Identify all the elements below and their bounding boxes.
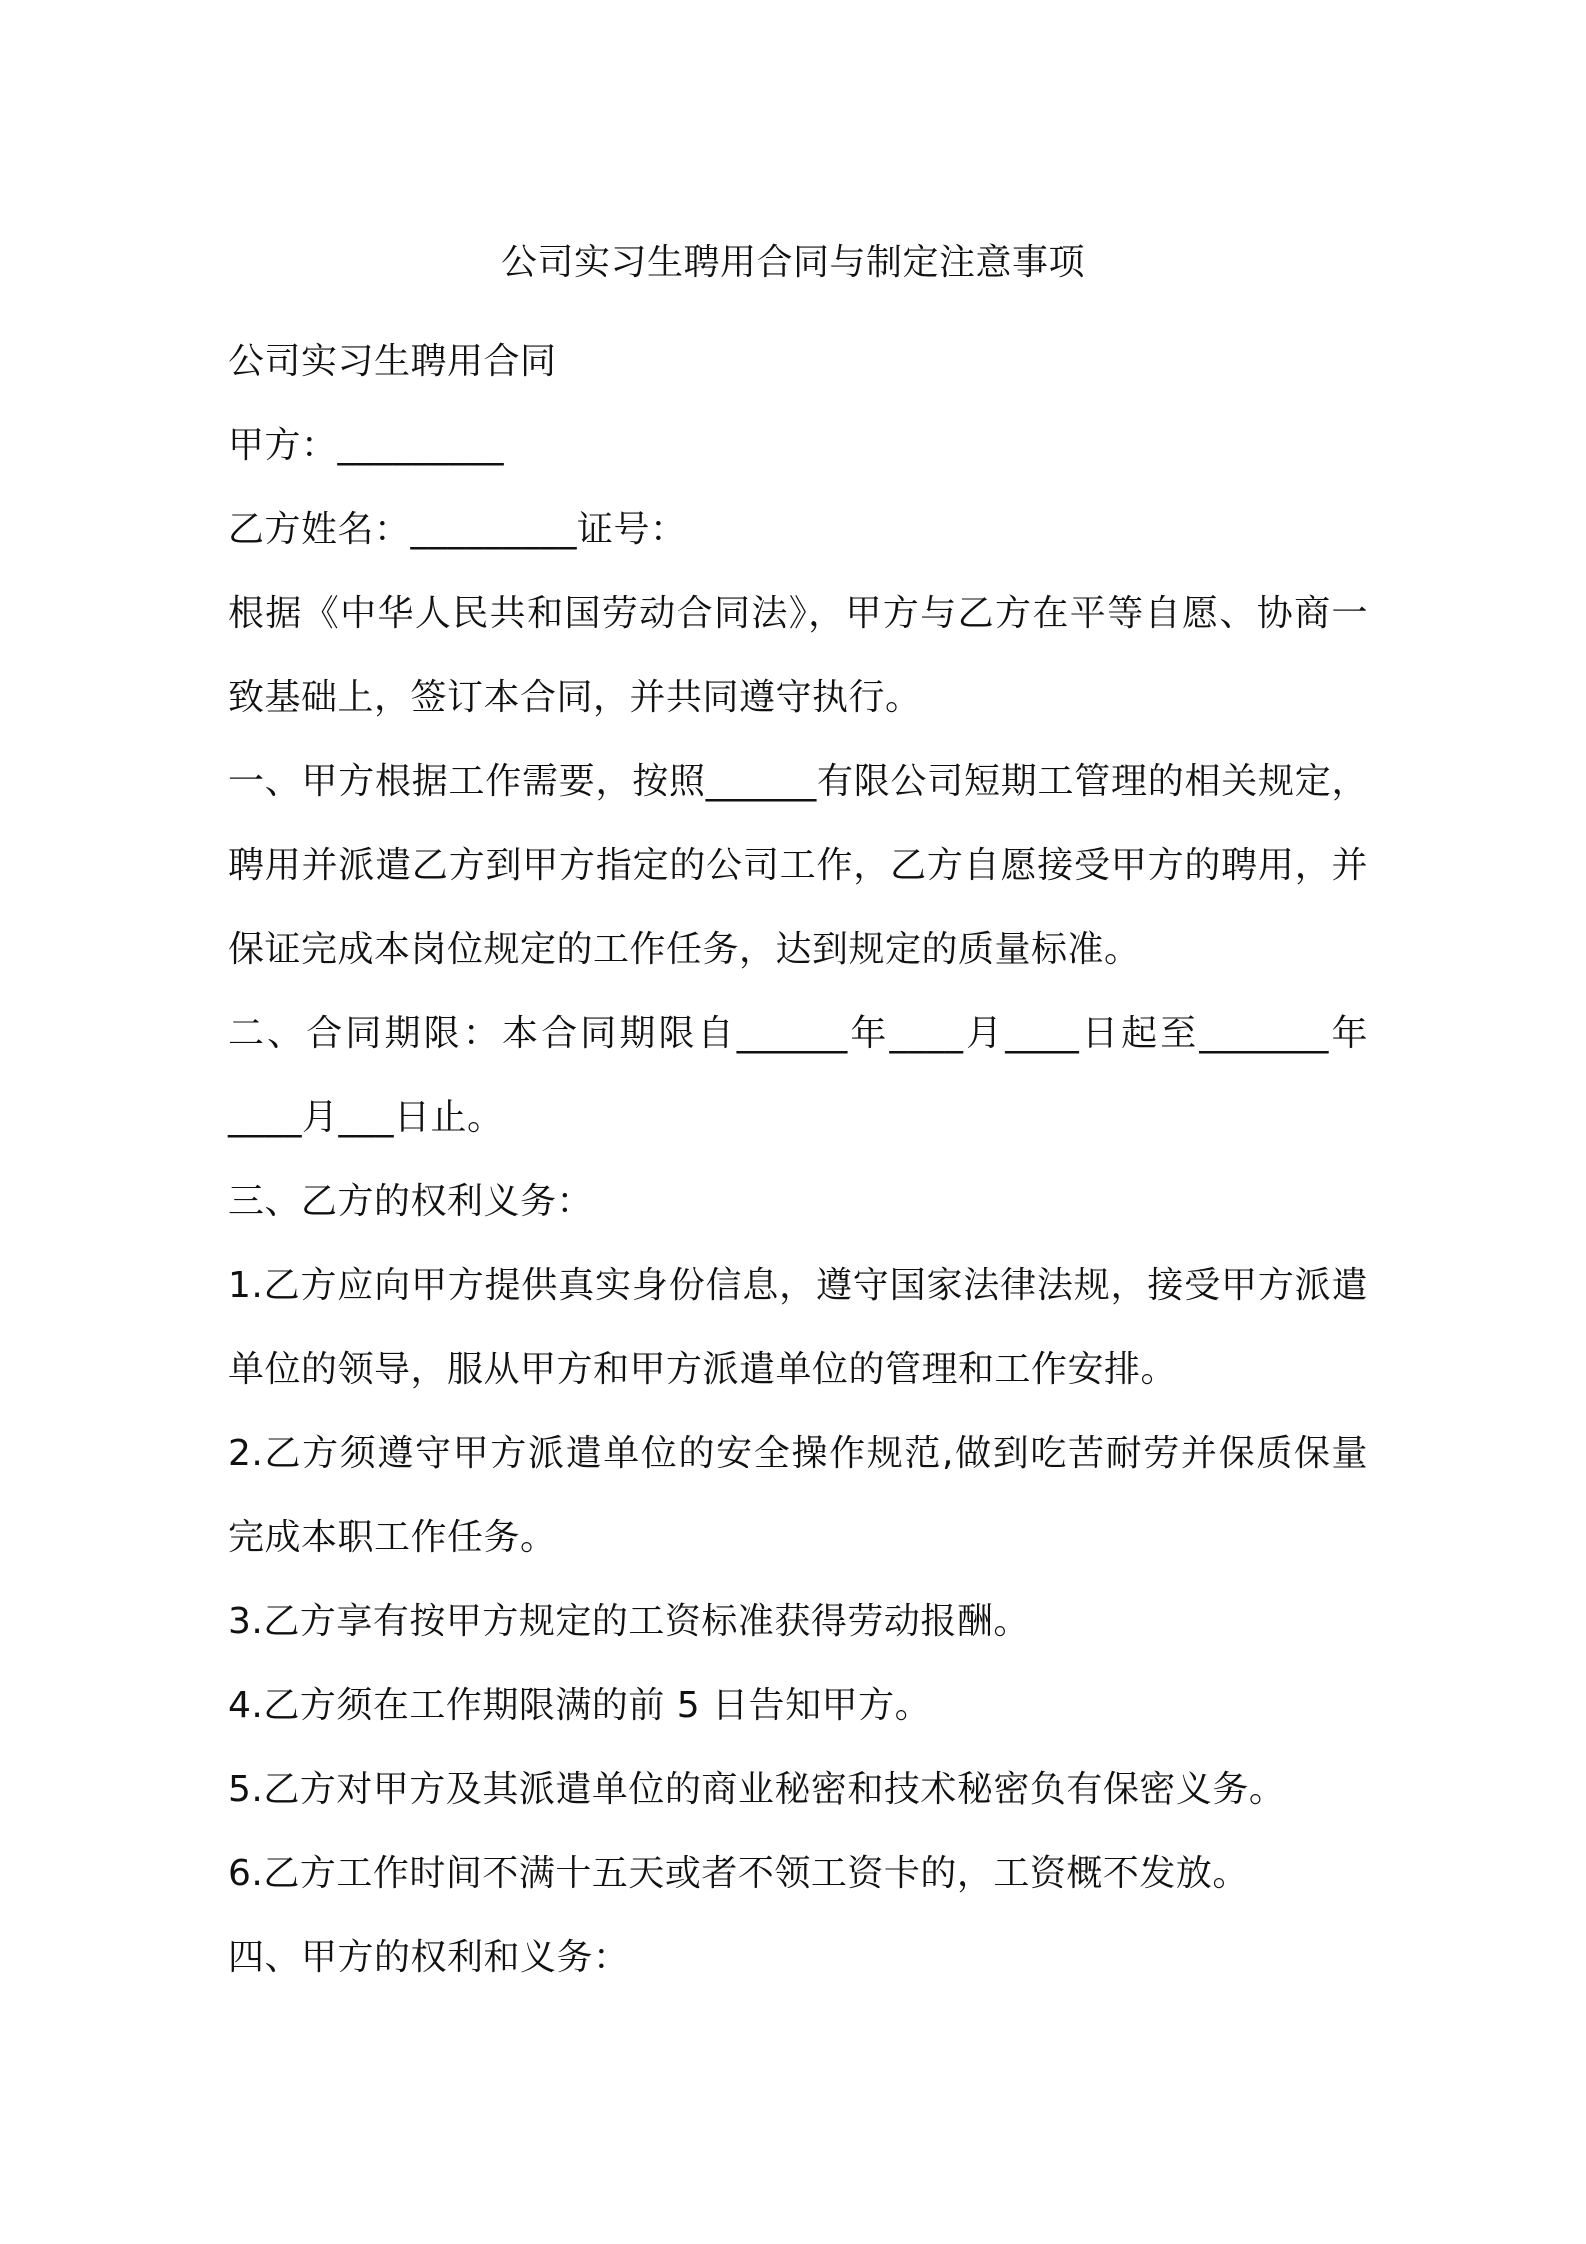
clause-3-item: 2.乙方须遵守甲方派遣单位的安全操作规范,做到吃苦耐劳并保质保量完成本职工作任务。	[228, 1433, 1368, 1558]
clause-3-heading: 三、乙方的权利义务：	[228, 1181, 594, 1222]
document-body	[228, 320, 1368, 2000]
document-title: 公司实习生聘用合同与制定注意事项	[500, 242, 1085, 283]
clause-3-item: 3.乙方享有按甲方规定的工资标准获得劳动报酬。	[228, 1601, 1030, 1642]
clause-3-item: 4.乙方须在工作期限满的前 5 日告知甲方。	[228, 1685, 932, 1726]
party-b-line: 乙方姓名：_________证号：	[228, 509, 687, 550]
clause-4-heading: 四、甲方的权利和义务：	[228, 1937, 630, 1978]
clause-3-item: 5.乙方对甲方及其派遣单位的商业秘密和技术秘密负有保密义务。	[228, 1769, 1286, 1810]
clause-1: 一、甲方根据工作需要，按照______有限公司短期工管理的相关规定，聘用并派遣乙方到甲方指定的公司工作，乙方自愿接受甲方的聘用，并保证完成本岗位规定的工作任务，达到规定的质量标准。	[228, 761, 1368, 970]
clause-2: 二、合同期限：本合同期限自______年____月____日起至_______年____月___日止。	[228, 1013, 1368, 1138]
contract-subtitle: 公司实习生聘用合同	[228, 341, 557, 382]
party-a-line: 甲方：_________	[228, 425, 505, 466]
clause-3-item: 6.乙方工作时间不满十五天或者不领工资卡的，工资概不发放。	[228, 1853, 1249, 1894]
intro-paragraph: 根据《中华人民共和国劳动合同法》，甲方与乙方在平等自愿、协商一致基础上，签订本合同，并共同遵守执行。	[228, 593, 1368, 718]
clause-3-item: 1.乙方应向甲方提供真实身份信息，遵守国家法律法规，接受甲方派遣单位的领导，服从甲方和甲方派遣单位的管理和工作安排。	[228, 1265, 1368, 1390]
